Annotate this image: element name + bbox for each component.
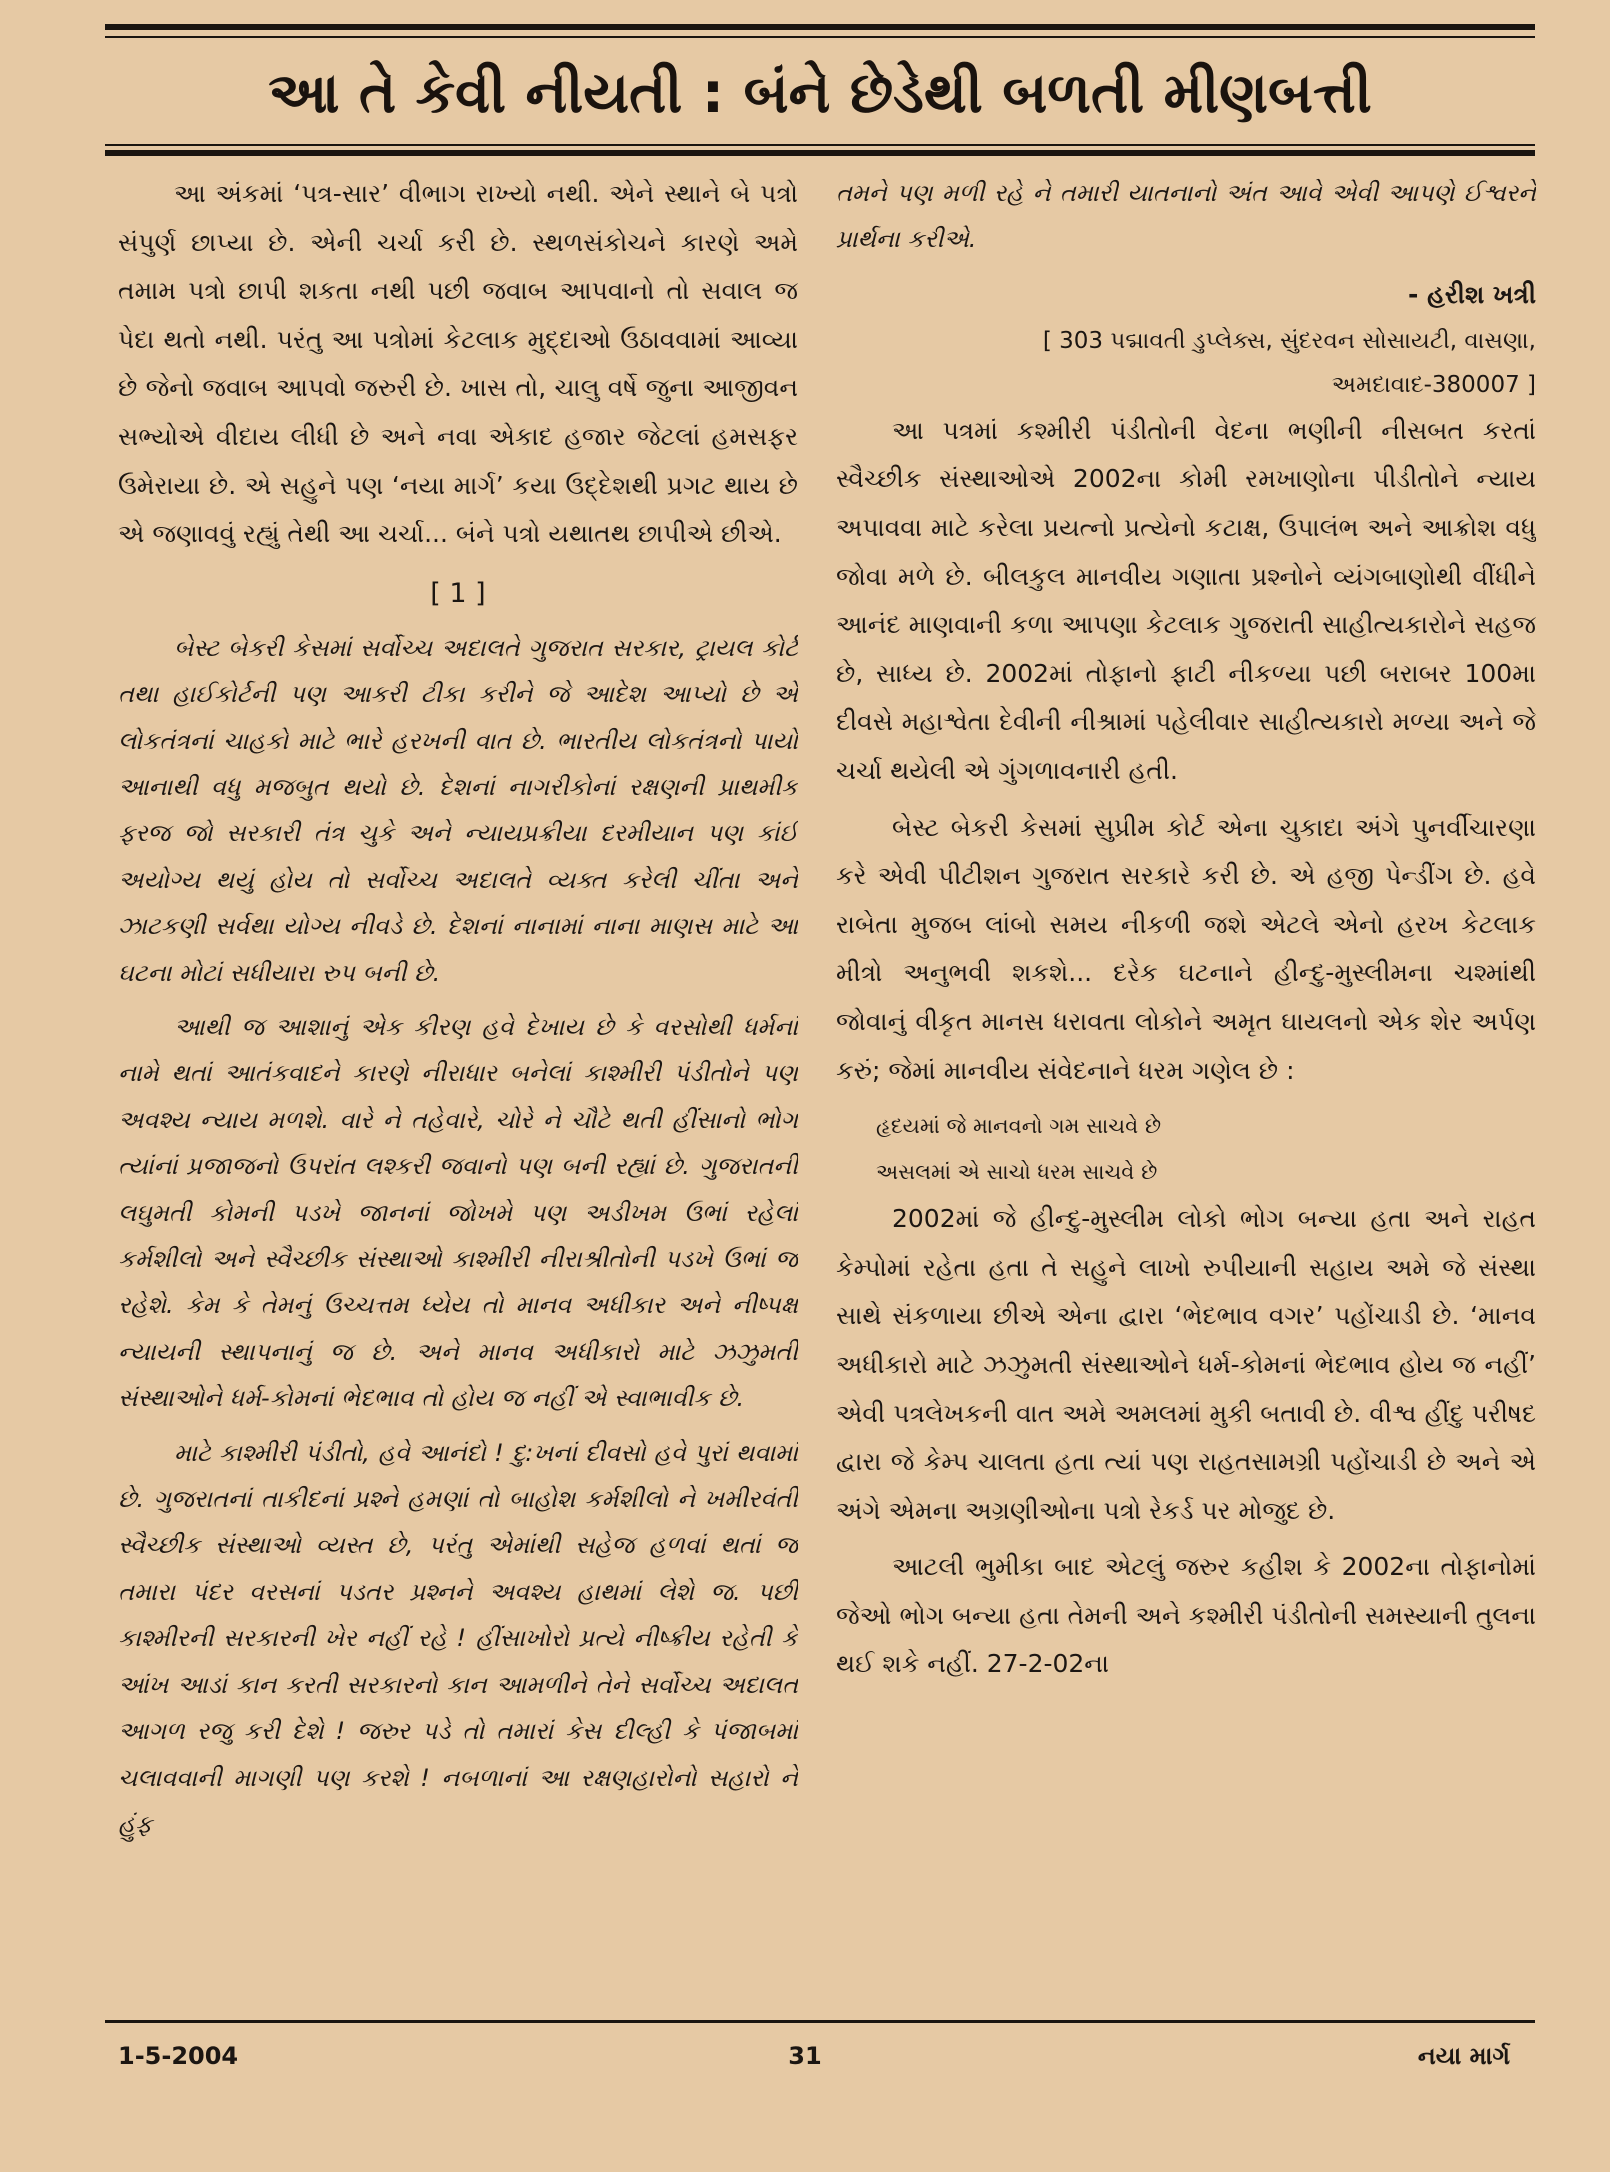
left-column (118, 170, 798, 1990)
footer-date: 1-5-2004 (118, 2042, 239, 2070)
page-number: 31 (788, 2042, 822, 2070)
letter-continuation: તમને પણ મળી રહે ને તમારી યાતનાનો અંત આવે એવી આપણે ઈશ્વરને પ્રાર્થના કરીએ. (836, 179, 1536, 254)
verse-line-1: હૃદયમાં જે માનવનો ગમ સાચવે છે (876, 1114, 1162, 1139)
address-line-1: [ 303 પદ્માવતી ડુપ્લેક્સ, સુંદરવન સોસાયટી, વાસણા, (1042, 327, 1536, 354)
right-column (836, 170, 1536, 1990)
editor-intro: આ અંકમાં ‘પત્ર-સાર’ વીભાગ રાખ્યો નથી. એને સ્થાને બે પત્રો સંપુર્ણ છાપ્યા છે. એની ચર્ચા કરી છે. સ્થળસંકોચને કારણે અમે તમામ પત્રો છાપી શકતા નથી પછી જવાબ આપવાનો તો સવાલ જ પેદા થતો નથી. પરંતુ આ પત્રોમાં કેટલાક મુદ્દાઓ ઉઠાવવામાં આવ્યા છે જેનો જવાબ આપવો જરુરી છે. ખાસ તો, ચાલુ વર્ષે જુના આજીવન સભ્યોએ વીદાય લીધી છે અને નવા એકાદ હજાર જેટલાં હમસફર ઉમેરાયા છે. એ સહુને પણ ‘નયા માર્ગ’ કયા ઉદ્દેશથી પ્રગટ થાય છે એ જણાવવું રહ્યું તેથી આ ચર્ચા... બંને પત્રો યથાતથ છાપીએ છીએ. (118, 179, 798, 549)
title-rule-thick (105, 150, 1535, 156)
magazine-name: નયા માર્ગ (1417, 2042, 1510, 2070)
article-title: આ તે કેવી નીયતી : બંને છેડેથી બળતી મીણબત્તી (268, 61, 1372, 126)
letter-paragraph-3: માટે કાશ્મીરી પંડીતો, હવે આનંદો ! દુ:ખનાં દીવસો હવે પુરાં થવામાં છે. ગુજરાતનાં તાકીદનાં પ્રશ્ને હમણાં તો બાહોશ કર્મશીલો ને ખમીરવંતી સ્વૈચ્છીક સંસ્થાઓ વ્યસ્ત છે, પરંતુ એમાંથી સહેજ હળવાં થતાં જ તમારા પંદર વરસનાં પડતર પ્રશ્નને અવશ્ય હાથમાં લેશે જ. પછી કાશ્મીરની સરકારની ખેર નહીં રહે ! હીંસાખોરો પ્રત્યે નીષ્ક્રીય રહેતી કે આંખ આડાં કાન કરતી સરકારનો કાન આમળીને તેને સર્વોચ્ચ અદાલત આગળ રજુ કરી દેશે ! જરુર પડે તો તમારાં કેસ દીલ્હી કે પંજાબમાં ચલાવવાની માગણી પણ કરશે ! નબળાનાં આ રક્ષણહારોનો સહારો ને હુંફ (118, 1438, 798, 1838)
letter-number: [ 1 ] (430, 577, 486, 609)
letter-signature: - હરીશ ખત્રી (1408, 279, 1536, 309)
response-paragraph-3: 2002માં જે હીન્દુ-મુસ્લીમ લોકો ભોગ બન્યા હતા અને રાહત કેમ્પોમાં રહેતા હતા તે સહુને લાખો રુપીયાની સહાય અમે જે સંસ્થા સાથે સંકળાયા છીએ એના દ્વારા ‘ભેદભાવ વગર’ પહોંચાડી છે. ‘માનવ અધીકારો માટે ઝઝુમતી સંસ્થાઓને ધર્મ-કોમનાં ભેદભાવ હોય જ નહીં’ એવી પત્રલેખકની વાત અમે અમલમાં મુકી બતાવી છે. વીશ્વ હીંદુ પરીષદ દ્વારા જે કેમ્પ ચાલતા હતા ત્યાં પણ રાહતસામગ્રી પહોંચાડી છે અને એ અંગે એમના અગ્રણીઓના પત્રો રેકર્ડ પર મોજુદ છે. (836, 1204, 1536, 1525)
footer-rule (105, 2020, 1535, 2023)
letter-paragraph-2: આથી જ આશાનું એક કીરણ હવે દેખાય છે કે વરસોથી ધર્મનાં નામે થતાં આતંકવાદને કારણે નીરાધાર બનેલાં કાશ્મીરી પંડીતોને પણ અવશ્ય ન્યાય મળશે. વારે ને તહેવારે, ચોરે ને ચૌટે થતી હીંસાનો ભોગ ત્યાંનાં પ્રજાજનો ઉપરાંત લશ્કરી જવાનો પણ બની રહ્યાં છે. ગુજરાતની લઘુમતી કોમની પડખે જાનનાં જોખમે પણ અડીખમ ઉભાં રહેલાં કર્મશીલો અને સ્વૈચ્છીક સંસ્થાઓ કાશ્મીરી નીરાશ્રીતોની પડખે ઉભાં જ રહેશે. કેમ કે તેમનું ઉચ્ચત્તમ ધ્યેય તો માનવ અધીકાર અને નીષ્પક્ષ ન્યાયની સ્થાપનાનું જ છે. અને માનવ અધીકારો માટે ઝઝુમતી સંસ્થાઓને ધર્મ-કોમનાં ભેદભાવ તો હોય જ નહીં એ સ્વાભાવીક છે. (118, 1013, 798, 1413)
response-paragraph-2: બેસ્ટ બેકરી કેસમાં સુપ્રીમ કોર્ટ એના ચુકાદા અંગે પુનર્વીચારણા કરે એવી પીટીશન ગુજરાત સરકારે કરી છે. એ હજી પેન્ડીંગ છે. હવે રાબેતા મુજબ લાંબો સમય નીકળી જશે એટલે એનો હરખ કેટલાક મીત્રો અનુભવી શકશે... દરેક ઘટનાને હીન્દુ-મુસ્લીમના ચશ્માંથી જોવાનું વીકૃત માનસ ધરાવતા લોકોને અમૃત ઘાયલનો એક શેર અર્પણ કરું; જેમાં માનવીય સંવેદનાને ધરમ ગણેલ છે : (836, 812, 1536, 1085)
response-paragraph-4: આટલી ભુમીકા બાદ એટલું જરુર કહીશ કે 2002ના તોફાનોમાં જેઓ ભોગ બન્યા હતા તેમની અને કશ્મીરી પંડીતોની સમસ્યાની તુલના થઈ શકે નહીં. 27-2-02ના (836, 1552, 1536, 1679)
top-rule-thick (105, 24, 1535, 30)
verse-line-2: અસલમાં એ સાચો ધરમ સાચવે છે (876, 1160, 1158, 1185)
response-paragraph-1: આ પત્રમાં કશ્મીરી પંડીતોની વેદના ભણીની નીસબત કરતાં સ્વૈચ્છીક સંસ્થાઓએ 2002ના કોમી રમખાણોના પીડીતોને ન્યાય અપાવવા માટે કરેલા પ્રયત્નો પ્રત્યેનો કટાક્ષ, ઉપાલંભ અને આક્રોશ વધુ જોવા મળે છે. બીલકુલ માનવીય ગણાતા પ્રશ્નોને વ્યંગબાણોથી વીંધીને આનંદ માણવાની કળા આપણા કેટલાક ગુજરાતી સાહીત્યકારોને સહજ છે, સાધ્ય છે. 2002માં તોફાનો ફાટી નીકળ્યા પછી બરાબર 100મા દીવસે મહાશ્વેતા દેવીની નીશ્રામાં પહેલીવાર સાહીત્યકારો મળ્યા અને જે ચર્ચા થયેલી એ ગુંગળાવનારી હતી. (836, 415, 1536, 785)
top-rule-thin (105, 36, 1535, 38)
address-line-2: અમદાવાદ-380007 ] (1331, 371, 1536, 398)
title-rule-thin (105, 144, 1535, 146)
letter-paragraph-1: બેસ્ટ બેકરી કેસમાં સર્વોચ્ચ અદાલતે ગુજરાત સરકાર, ટ્રાયલ કોર્ટ તથા હાઈકોર્ટની પણ આકરી ટીકા કરીને જે આદેશ આપ્યો છે એ લોકતંત્રનાં ચાહકો માટે ભારે હરખની વાત છે. ભારતીય લોકતંત્રનો પાયો આનાથી વધુ મજબુત થયો છે. દેશનાં નાગરીકોનાં રક્ષણની પ્રાથમીક ફરજ જો સરકારી તંત્ર ચુકે અને ન્યાયપ્રક્રીયા દરમીયાન પણ કાંઈ અયોગ્ય થયું હોય તો સર્વોચ્ચ અદાલતે વ્યક્ત કરેલી ચીંતા અને ઝાટકણી સર્વથા યોગ્ય નીવડે છે. દેશનાં નાનામાં નાના માણસ માટે આ ઘટના મોટાં સધીયારા રુપ બની છે. (118, 633, 798, 987)
